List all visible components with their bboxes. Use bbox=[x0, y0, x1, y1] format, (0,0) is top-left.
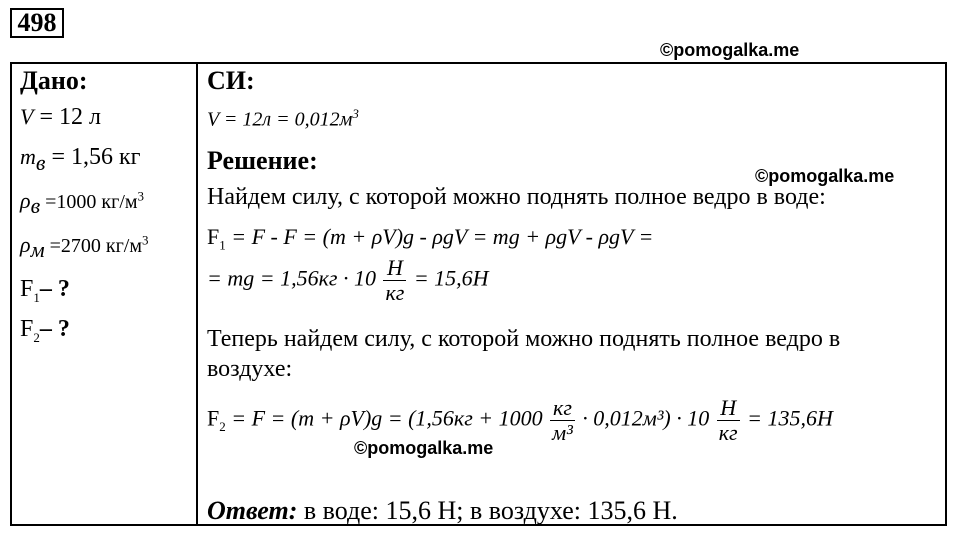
find-f1: $F_1-$ ? bbox=[20, 276, 70, 305]
solution-text-water: Найдем силу, с которой можно поднять полное ведро в воде: bbox=[207, 184, 826, 210]
formula-f1-line2: = mg = 1,56кг · 10 $\frac{Н}{кг}$ = 15,6Н bbox=[207, 255, 489, 305]
given-water-density: $\rho_в =1000$ $кг/м^3$ bbox=[20, 188, 145, 218]
problem-number: 498 bbox=[10, 8, 64, 38]
formula-f2: $F_2 = F = (m + \rho V)g = (1,56кг + 1000$ $\frac{кг}{\text{м³}}$ · 0,012м³) · 10 $\frac{Н}{кг}$ = 135,6Н bbox=[207, 395, 833, 445]
fraction-n-per-kg: $\frac{Н}{кг}$ bbox=[385, 255, 405, 305]
given-metal-density: $\rho_м =2700$ $кг/м^3$ bbox=[20, 232, 149, 262]
si-header: СИ: bbox=[207, 66, 255, 95]
answer: Ответ: в воде: 15,6 Н; в воздухе: 135,6 Н. bbox=[207, 496, 678, 525]
watermark: ©pomogalka.me bbox=[660, 40, 800, 60]
fraction-kg-per-m3: $\frac{кг}{\text{м³}}$ bbox=[552, 395, 573, 445]
given-mass: $m_в = 1,56$ кг bbox=[20, 144, 141, 175]
formula-f1-line1: $F_1 = F - F = (m + \rho V)g - \rho gV$ = mg + ρgV - ρgV = bbox=[207, 224, 654, 253]
fraction-n-per-kg: $\frac{Н}{кг}$ bbox=[718, 395, 738, 445]
solution-text-air-1: Теперь найдем силу, с которой можно поднять полное ведро в bbox=[207, 326, 841, 352]
solution-header: Решение: bbox=[207, 146, 318, 175]
watermark: ©pomogalka.me bbox=[354, 438, 494, 458]
find-f2: $F_2-$ ? bbox=[20, 316, 70, 345]
watermark: ©pomogalka.me bbox=[755, 166, 895, 186]
solution-text-air-2: воздухе: bbox=[207, 356, 293, 382]
given-volume: V = 12 л bbox=[20, 104, 101, 130]
column-divider bbox=[196, 62, 198, 526]
si-conversion: $V = 12л = 0,012м^3$ bbox=[207, 106, 359, 131]
given-header: Дано: bbox=[20, 66, 88, 95]
